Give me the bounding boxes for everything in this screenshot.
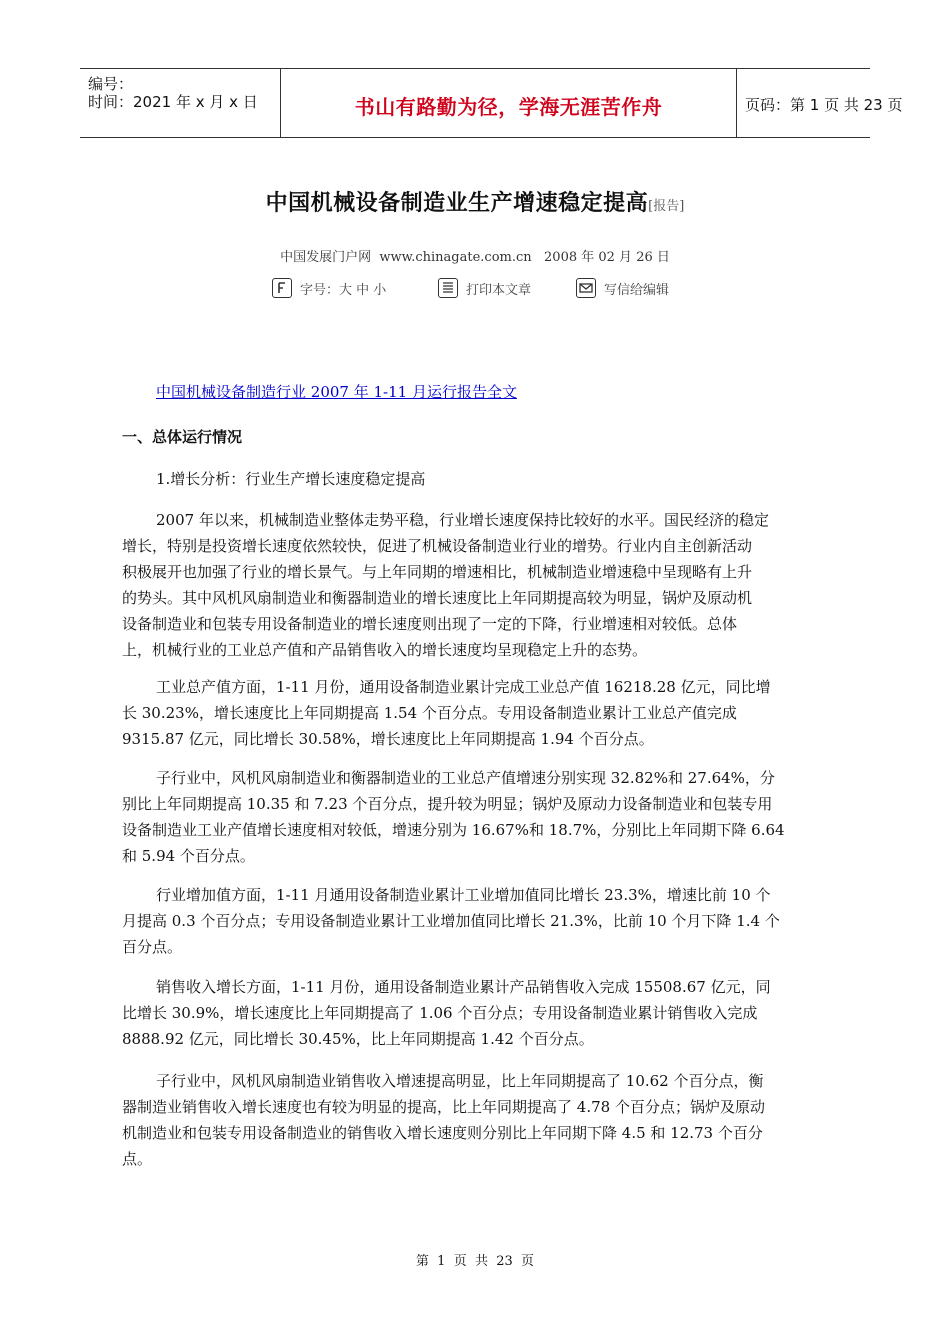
paragraph-line: 设备制造业和包装专用设备制造业的增长速度则出现了一定的下降，行业增速相对较低。总体 [122,615,738,633]
paragraph-line: 2007 年以来，机械制造业整体走势平稳，行业增长速度保持比较好的水平。国民经济的稳定 [156,511,769,529]
paragraph-line: 和 5.94 个百分点。 [122,847,255,865]
font-size-label[interactable]: 字号：大 中 小 [300,282,387,298]
paragraph-line: 点。 [122,1150,153,1168]
title-text: 中国机械设备制造业生产增速稳定提高 [265,191,649,216]
report-full-text-link[interactable]: 中国机械设备制造行业 2007 年 1-11 月运行报告全文 [156,383,517,401]
page-footer: 第 1 页 共 23 页 [415,1254,535,1269]
paragraph-line: 的势头。其中风机风扇制造业和衡器制造业的增长速度比上年同期提高较为明显，锅炉及原动机 [122,589,753,607]
page-info: 页码：第 1 页 共 23 页 [745,96,903,114]
mail-icon [576,278,596,298]
paragraph-line: 行业增加值方面，1-11 月通用设备制造业累计工业增加值同比增长 23.3%，增速比前 10 个 [156,886,771,904]
paragraph-line: 机制造业和包装专用设备制造业的销售收入增长速度则分别比上年同期下降 4.5 和 12.73 个百分 [122,1124,763,1142]
section-heading: 一、总体运行情况 [122,428,243,446]
paragraph-line: 销售收入增长方面，1-11 月份，通用设备制造业累计产品销售收入完成 15508.67 亿元，同 [156,978,771,996]
paragraph-line: 设备制造业工业产值增长速度相对较低，增速分别为 16.67%和 18.7%，分别比上年同期下降 6.64 [122,821,785,839]
paragraph-line: 9315.87 亿元，同比增长 30.58%，增长速度比上年同期提高 1.94 个百分点。 [122,730,654,748]
paragraph-line: 百分点。 [122,938,183,956]
print-label[interactable]: 打印本文章 [466,282,532,298]
header-meta-cell [80,69,281,137]
time-label: 时间：2021 年 x 月 x 日 [88,93,258,111]
title-tag[interactable]: [报告] [648,199,685,214]
paragraph-line: 长 30.23%，增长速度比上年同期提高 1.54 个百分点。专用设备制造业累计工业总产值完成 [122,704,737,722]
paragraph-sales-revenue [122,974,830,1052]
number-label: 编号： [88,75,134,93]
paragraph-subindustry-output [122,765,830,869]
paragraph-line: 子行业中，风机风扇制造业和衡器制造业的工业总产值增速分别实现 32.82%和 27.64%，分 [156,769,775,787]
mail-editor-tool[interactable] [576,278,669,298]
paragraph-output-value [122,674,830,752]
paragraph-line: 比增长 30.9%，增长速度比上年同期提高了 1.06 个百分点；专用设备制造业累计销售收入完成 [122,1004,758,1022]
motto-text: 书山有路勤为径，学海无涯苦作舟 [354,95,663,119]
paragraph-line: 子行业中，风机风扇制造业销售收入增速提高明显，比上年同期提高了 10.62 个百分点，衡 [156,1072,764,1090]
header-page-cell [737,69,903,137]
paragraph-line: 器制造业销售收入增长速度也有较为明显的提高，比上年同期提高了 4.78 个百分点；锅炉及原动 [122,1098,765,1116]
paragraph-subindustry-sales [122,1068,830,1172]
font-size-tool[interactable] [272,278,386,298]
paragraph-value-added [122,882,830,960]
paragraph-line: 积极展开也加强了行业的增长景气。与上年同期的增速相比，机械制造业增速稳中呈现略有上升 [122,563,753,581]
print-tool[interactable] [438,278,531,298]
source-line: 中国发展门户网 www.chinagate.com.cn 2008 年 02 月 26 日 [280,250,670,265]
paragraph-overview [122,507,830,663]
sub-heading: 1.增长分析：行业生产增长速度稳定提高 [156,470,426,488]
paragraph-line: 月提高 0.3 个百分点；专用设备制造业累计工业增加值同比增长 21.3%，比前 10 个月下降 1.4 个 [122,912,780,930]
font-icon [272,278,292,298]
document-header [80,68,903,138]
paragraph-line: 8888.92 亿元，同比增长 30.45%，比上年同期提高 1.42 个百分点。 [122,1030,594,1048]
print-icon [438,278,458,298]
paragraph-line: 增长，特别是投资增长速度依然较快，促进了机械设备制造业行业的增势。行业内自主创新活动 [122,537,753,555]
article-title [0,186,950,217]
paragraph-line: 别比上年同期提高 10.35 和 7.23 个百分点，提升较为明显；锅炉及原动力设备制造业和包装专用 [122,795,773,813]
paragraph-line: 工业总产值方面，1-11 月份，通用设备制造业累计完成工业总产值 16218.28 亿元，同比增 [156,678,771,696]
header-motto-cell [281,69,737,137]
mail-label[interactable]: 写信给编辑 [604,282,670,298]
paragraph-line: 上，机械行业的工业总产值和产品销售收入的增长速度均呈现稳定上升的态势。 [122,641,648,659]
